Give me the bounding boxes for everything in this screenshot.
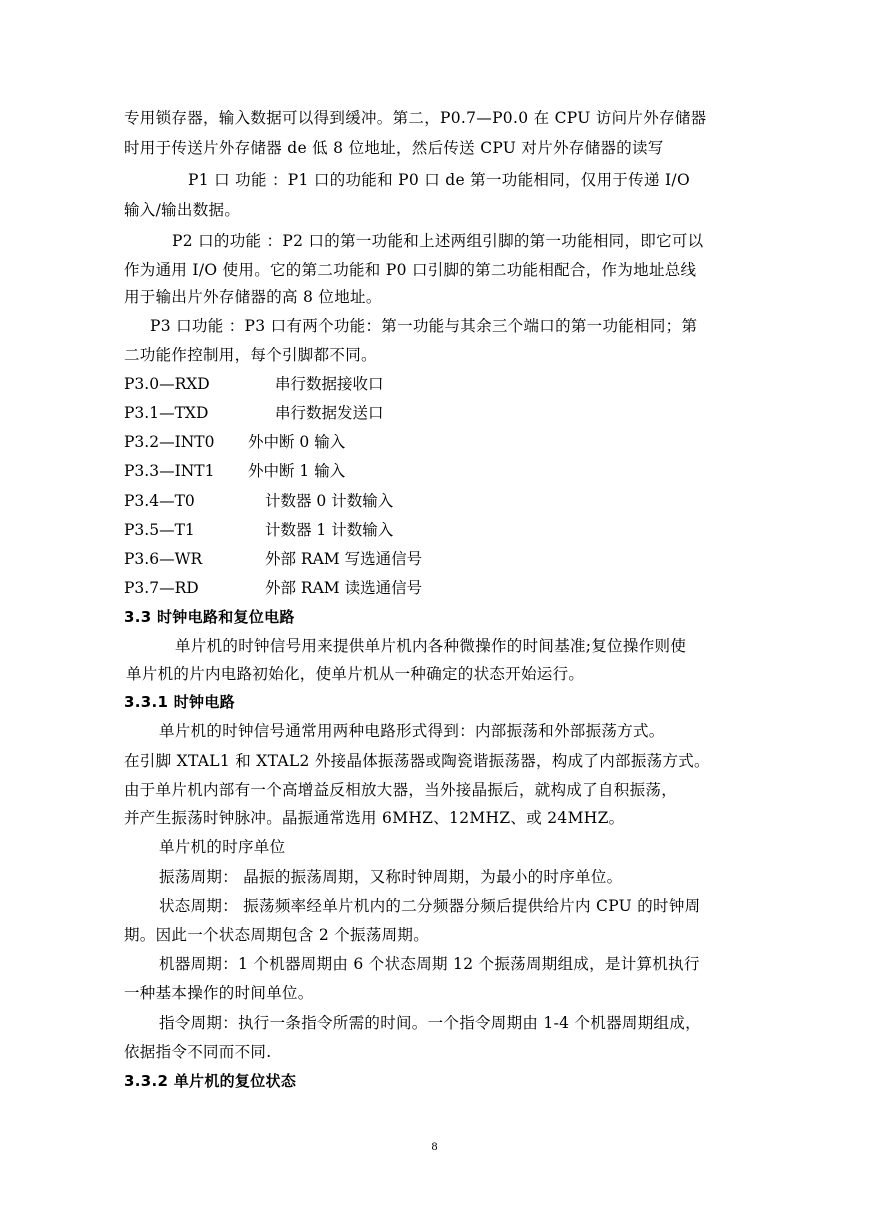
pin-desc: 外中断 1 输入 — [248, 462, 346, 480]
text-line: 时用于传送片外存储器 de 低 8 位地址，然后传送 CPU 对片外存储器的读写 — [124, 139, 664, 157]
pin-code: P3.0—RXD — [124, 375, 210, 393]
text-line: P3 口功能 ：P3 口有两个功能：第一功能与其余三个端口的第一功能相同；第 — [150, 317, 698, 335]
pin-code: P3.2—INT0 — [124, 433, 215, 451]
section-heading: 3.3.2 单片机的复位状态 — [124, 1072, 297, 1090]
pin-desc: 计数器 1 计数输入 — [265, 521, 394, 539]
pin-code: P3.5—T1 — [124, 521, 195, 539]
text-line: 专用锁存器，输入数据可以得到缓冲。第二，P0.7—P0.0 在 CPU 访问片外存储器 — [124, 109, 707, 127]
pin-desc: 外中断 0 输入 — [248, 433, 346, 451]
pin-code: P3.1—TXD — [124, 404, 209, 422]
pin-desc: 外部 RAM 读选通信号 — [265, 579, 423, 597]
text-line: 单片机的时钟信号用来提供单片机内各种微操作的时间基准;复位操作则使 — [175, 637, 687, 655]
text-line: 单片机的时序单位 — [159, 838, 286, 856]
page-number: 8 — [431, 1139, 438, 1153]
text-line: 依据指令不同而不同. — [124, 1043, 272, 1061]
text-line: 二功能作控制用，每个引脚都不同。 — [124, 346, 377, 364]
pin-desc: 串行数据发送口 — [275, 404, 384, 422]
pin-code: P3.3—INT1 — [124, 462, 215, 480]
text-line: P2 口的功能 ：P2 口的第一功能和上述两组引脚的第一功能相同，即它可以 — [172, 232, 704, 250]
text-line: P1 口 功能 ：P1 口的功能和 P0 口 de 第一功能相同，仅用于传递 I/O — [188, 171, 690, 189]
text-line: 并产生振荡时钟脉冲。晶振通常选用 6MHZ、12MHZ、或 24MHZ。 — [124, 809, 625, 827]
text-line: 输入/输出数据。 — [124, 201, 241, 219]
text-line: 期。因此一个状态周期包含 2 个振荡周期。 — [124, 926, 430, 944]
text-line: 机器周期：1 个机器周期由 6 个状态周期 12 个振荡周期组成，是计算机执行 — [159, 955, 700, 973]
pin-desc: 串行数据接收口 — [275, 375, 384, 393]
pin-code: P3.6—WR — [124, 550, 203, 568]
text-line: 指令周期：执行一条指令所需的时间。一个指令周期由 1-4 个机器周期组成， — [159, 1014, 701, 1032]
text-line: 在引脚 XTAL1 和 XTAL2 外接晶体振荡器或陶瓷谐振荡器，构成了内部振荡方式。 — [124, 752, 710, 770]
pin-desc: 计数器 0 计数输入 — [265, 492, 394, 510]
section-heading: 3.3 时钟电路和复位电路 — [124, 608, 295, 626]
pin-code: P3.7—RD — [124, 579, 199, 597]
section-heading: 3.3.1 时钟电路 — [124, 693, 235, 711]
text-line: 由于单片机内部有一个高增益反相放大器，当外接晶振后，就构成了自积振荡， — [124, 781, 678, 799]
pin-desc: 外部 RAM 写选通信号 — [265, 550, 423, 568]
text-line: 状态周期： 振荡频率经单片机内的二分频器分频后提供给片内 CPU 的时钟周 — [159, 897, 701, 915]
text-line: 用于输出片外存储器的高 8 位地址。 — [124, 288, 382, 306]
text-line: 一种基本操作的时间单位。 — [124, 984, 314, 1002]
pin-code: P3.4—T0 — [124, 492, 195, 510]
text-line: 单片机的时钟信号通常用两种电路形式得到：内部振荡和外部振荡方式。 — [159, 722, 665, 740]
text-line: 单片机的片内电路初始化，使单片机从一种确定的状态开始运行。 — [126, 665, 585, 683]
text-line: 振荡周期： 晶振的振荡周期，又称时钟周期，为最小的时序单位。 — [159, 868, 623, 886]
text-line: 作为通用 I/O 使用。它的第二功能和 P0 口引脚的第二功能相配合，作为地址总线 — [124, 261, 697, 279]
